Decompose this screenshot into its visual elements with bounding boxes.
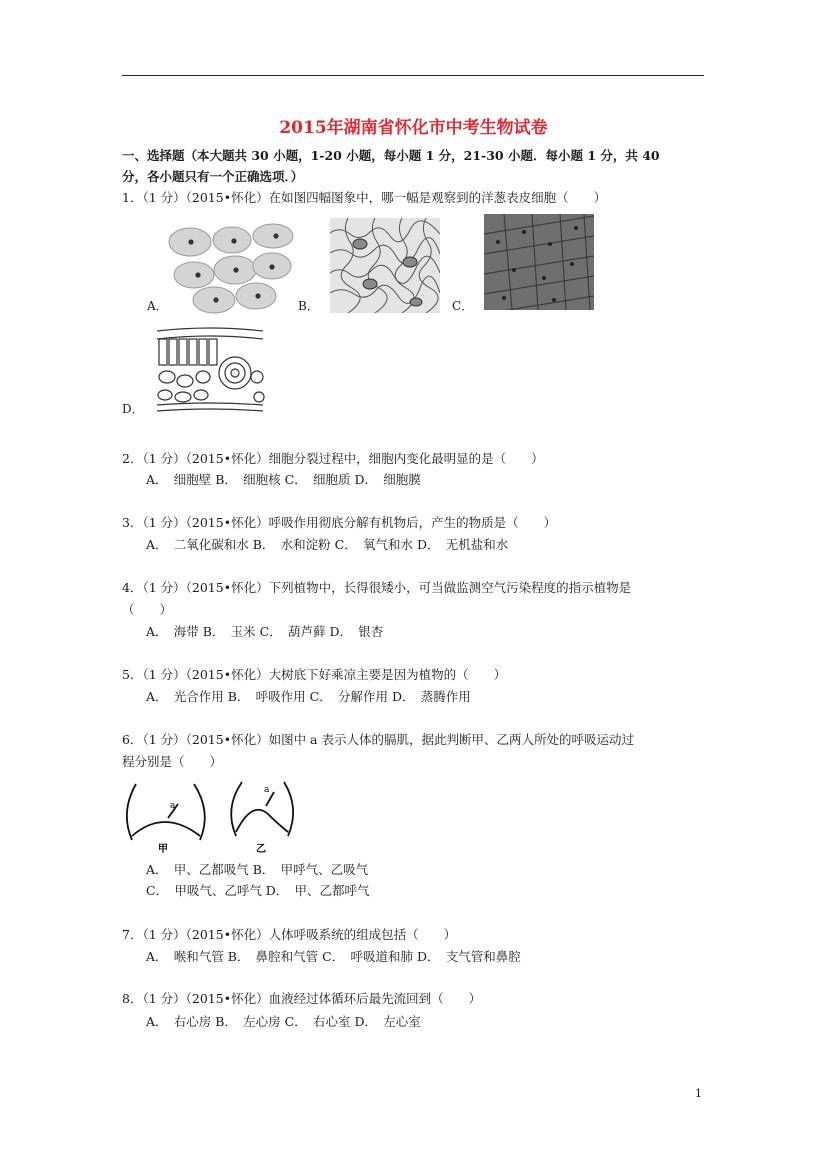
question-4-options: A． 海带 B． 玉米 C． 葫芦藓 D． 银杏 — [146, 624, 384, 639]
q6-label-jia: 甲 — [158, 844, 168, 855]
q1-image-d-leaf-section — [155, 325, 265, 413]
question-8-stem: 8．（1 分）（2015•怀化）血液经过体循环后最先流回到（ ） — [122, 991, 482, 1006]
question-4-stem-line1: 4．（1 分）（2015•怀化）下列植物中，长得很矮小，可当做监测空气污染程度的指示植物是 — [122, 580, 632, 595]
question-2-options: A． 细胞壁 B． 细胞核 C． 细胞质 D． 细胞膜 — [146, 472, 421, 487]
q1-option-b-label: B． — [298, 299, 319, 313]
q1-option-c-label: C． — [452, 299, 474, 313]
page-title: 2015年湖南省怀化市中考生物试卷 — [279, 118, 548, 138]
question-5-options: A． 光合作用 B． 呼吸作用 C． 分解作用 D． 蒸腾作用 — [146, 689, 471, 704]
question-6-stem-line1: 6．（1 分）（2015•怀化）如图中 a 表示人体的膈肌，据此判断甲、乙两人所处的呼吸运动过 — [122, 732, 634, 747]
q1-option-a-label: A． — [147, 299, 168, 313]
q6-label-yi: 乙 — [256, 844, 266, 855]
question-7-options: A． 喉和气管 B． 鼻腔和气管 C． 呼吸道和肺 D． 支气管和鼻腔 — [146, 949, 521, 964]
question-6-options-line2: C． 甲吸气、乙呼气 D． 甲、乙都呼气 — [146, 883, 370, 898]
question-7-stem: 7．（1 分）（2015•怀化）人体呼吸系统的组成包括（ ） — [122, 927, 457, 942]
q6-diaphragm-figure — [124, 778, 304, 856]
q1-image-a-cells — [168, 220, 296, 315]
q6-label-a-right: a — [264, 785, 270, 795]
q1-option-d-label: D． — [122, 402, 144, 416]
section-heading-line1: 一、选择题（本大题共 30 小题，1-20 小题，每小题 1 分，21-30 小题．每小题 1 分，共 40 — [122, 148, 660, 163]
question-1-stem: 1．（1 分）（2015•怀化）在如图四幅图象中，哪一幅是观察到的洋葱表皮细胞（ ） — [122, 190, 607, 205]
q6-label-a-left: a — [170, 801, 176, 811]
header-rule — [122, 75, 704, 76]
question-2-stem: 2．（1 分）（2015•怀化）细胞分裂过程中，细胞内变化最明显的是（ ） — [122, 451, 544, 466]
question-4-stem-line2: （ ） — [122, 602, 173, 617]
question-8-options: A． 右心房 B． 左心房 C． 右心室 D． 左心室 — [146, 1014, 421, 1029]
q1-image-c-onion-epidermis — [484, 214, 594, 310]
q1-image-b-leaf-epidermis — [330, 218, 440, 313]
section-heading-line2: 分，各小题只有一个正确选项．） — [122, 169, 304, 184]
question-6-options-line1: A． 甲、乙都吸气 B． 甲呼气、乙吸气 — [146, 862, 369, 877]
question-6-stem-line2: 程分别是（ ） — [122, 754, 223, 769]
page-number: 1 — [695, 1087, 702, 1100]
question-5-stem: 5．（1 分）（2015•怀化）大树底下好乘凉主要是因为植物的（ ） — [122, 667, 507, 682]
question-3-stem: 3．（1 分）（2015•怀化）呼吸作用彻底分解有机物后，产生的物质是（ ） — [122, 515, 557, 530]
question-3-options: A． 二氧化碳和水 B． 水和淀粉 C． 氧气和水 D． 无机盐和水 — [146, 537, 509, 552]
